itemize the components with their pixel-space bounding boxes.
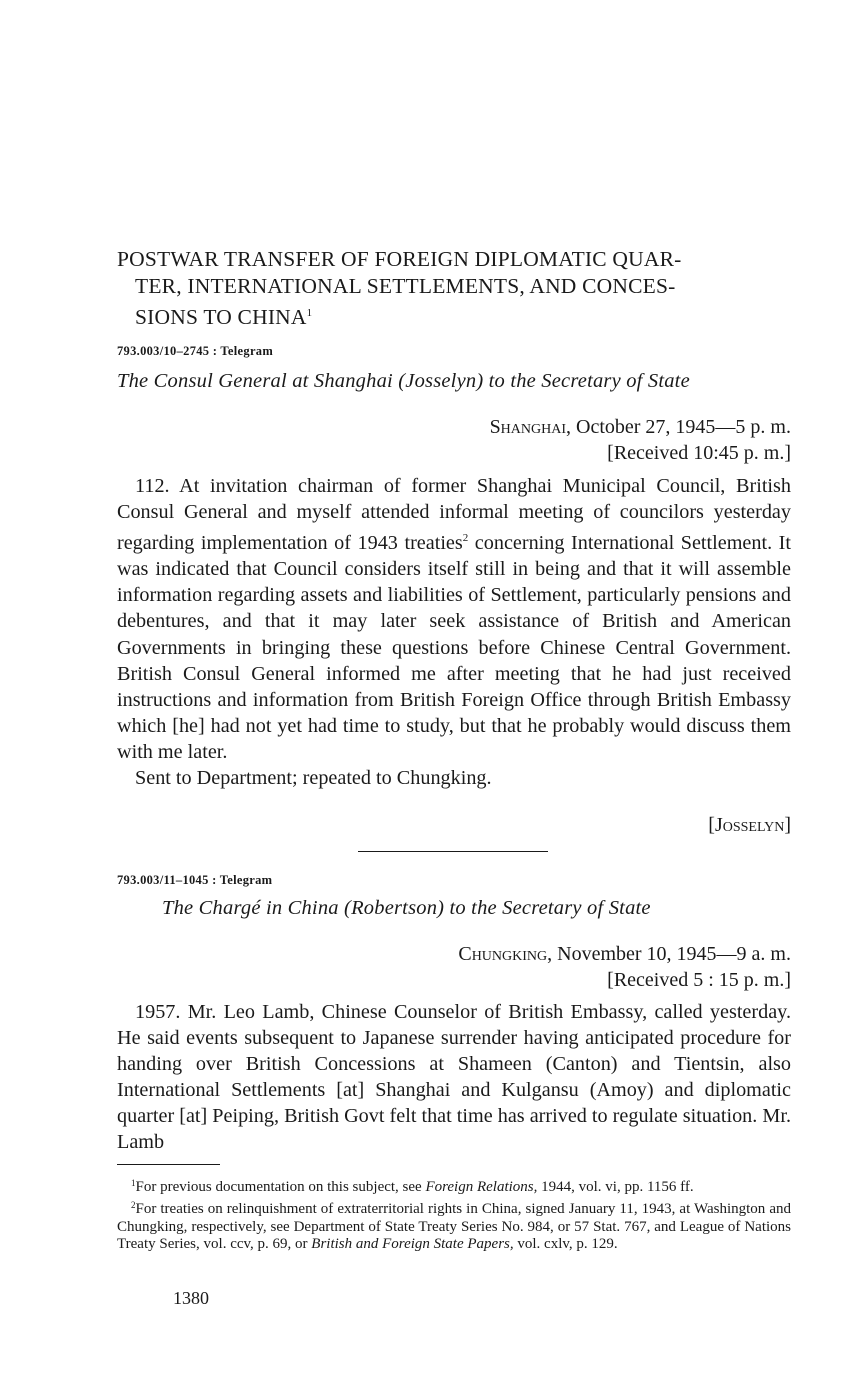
dateline-date-1: , October 27, 1945—5 p. m.: [566, 416, 791, 438]
dateline-1: [490, 416, 791, 439]
file-reference-1: 793.003/10–2745 : Telegram: [117, 344, 274, 358]
dateline-2: [458, 943, 791, 966]
dateline-date-2: , November 10, 1945—9 a. m.: [547, 943, 791, 965]
received-line-1: [Received 10:45 p. m.]: [607, 442, 791, 464]
page-number: 1380: [173, 1288, 209, 1308]
paragraph-1-rest: concerning International Settlement. It was indicated that Council considers itself still in being and that it will assemble information regarding assets and liabilities of Settlement, particularly pensions and debentures, and that it may later seek assistance of British and American Governments in bringing these questions before Chinese Central Government. British Consul General informed me after meeting that he had just received instructions and information from British Foreign Office through British Embassy which [he] had not yet had time to study, but that he probably would discuss them with me later.: [117, 532, 791, 763]
paragraph-2: Sent to Department; repeated to Chungking.: [135, 767, 492, 790]
title-line-3-text: SIONS TO CHINA: [135, 305, 307, 329]
title-line-3: [117, 300, 791, 331]
section-divider: [358, 851, 548, 852]
document-heading-2: The Chargé in China (Robertson) to the Secretary of State: [162, 897, 651, 919]
footnote-ref-1: 1: [306, 307, 313, 319]
paragraph-1-start: 112. At invitation chairman of former Shanghai Municipal Council, British Consul General and myself attended informal meeting of councilors yesterday regarding implementation of 1943 treaties: [117, 475, 791, 555]
paragraph-3: 1957. Mr. Leo Lamb, Chinese Counselor of British Embassy, called yesterday. He said events subsequent to Japanese surrender having anticipated procedure for handing over British Concessions at Shameen (Canton) and Tientsin, also International Settlements [at] Shanghai and Kulgansu (Amoy) and diplomatic quarter [at] Peiping, British Govt felt that time has arrived to regulate situation. Mr. Lamb: [117, 1001, 791, 1154]
footnote-1-text-a: For previous documentation on this subject, see: [135, 1179, 426, 1195]
title-line-2: TER, INTERNATIONAL SETTLEMENTS, AND CONCES-: [135, 274, 676, 298]
section-title: [117, 246, 791, 331]
footnote-1-italic: Foreign Relations,: [425, 1179, 538, 1195]
footnotes: [117, 1175, 791, 1254]
document-heading-1: The Consul General at Shanghai (Josselyn) to the Secretary of State: [117, 370, 690, 392]
telegram-body-2: [117, 999, 791, 1156]
footnote-2-text-c: vol. cxlv, p. 129.: [513, 1236, 618, 1253]
dateline-place-1: Shanghai: [489, 416, 567, 438]
paragraph-1: [117, 473, 791, 765]
title-line-1: POSTWAR TRANSFER OF FOREIGN DIPLOMATIC QUAR-: [117, 247, 682, 271]
footnote-1-marker: 1: [131, 1178, 136, 1188]
dateline-place-2: Chungking: [458, 943, 548, 965]
signature-1: [Josselyn]: [708, 814, 791, 836]
footnote-2-marker: 2: [131, 1199, 136, 1210]
footnote-2-text-a: For treaties on relinquishment of extraterritorial rights in China, signed January 11, 1943, at Washington and Chungking, respectively, see Department of State Treaty Series No. 984, or 57 Stat. 767, and League of Nations Treaty Series, vol. ccv, p. 69, or: [117, 1200, 791, 1253]
footnote-1: [117, 1175, 791, 1197]
footnote-2-italic: British and Foreign State Papers,: [311, 1236, 514, 1253]
footnote-rule: [117, 1164, 220, 1165]
footnote-ref-2: 2: [462, 532, 469, 545]
file-reference-2: 793.003/11–1045 : Telegram: [117, 873, 273, 887]
footnote-2: [117, 1197, 791, 1254]
footnote-1-text-c: 1944, vol. vi, pp. 1156 ff.: [537, 1179, 694, 1195]
telegram-body-1: [117, 473, 791, 791]
received-line-2: [Received 5 : 15 p. m.]: [607, 969, 791, 991]
